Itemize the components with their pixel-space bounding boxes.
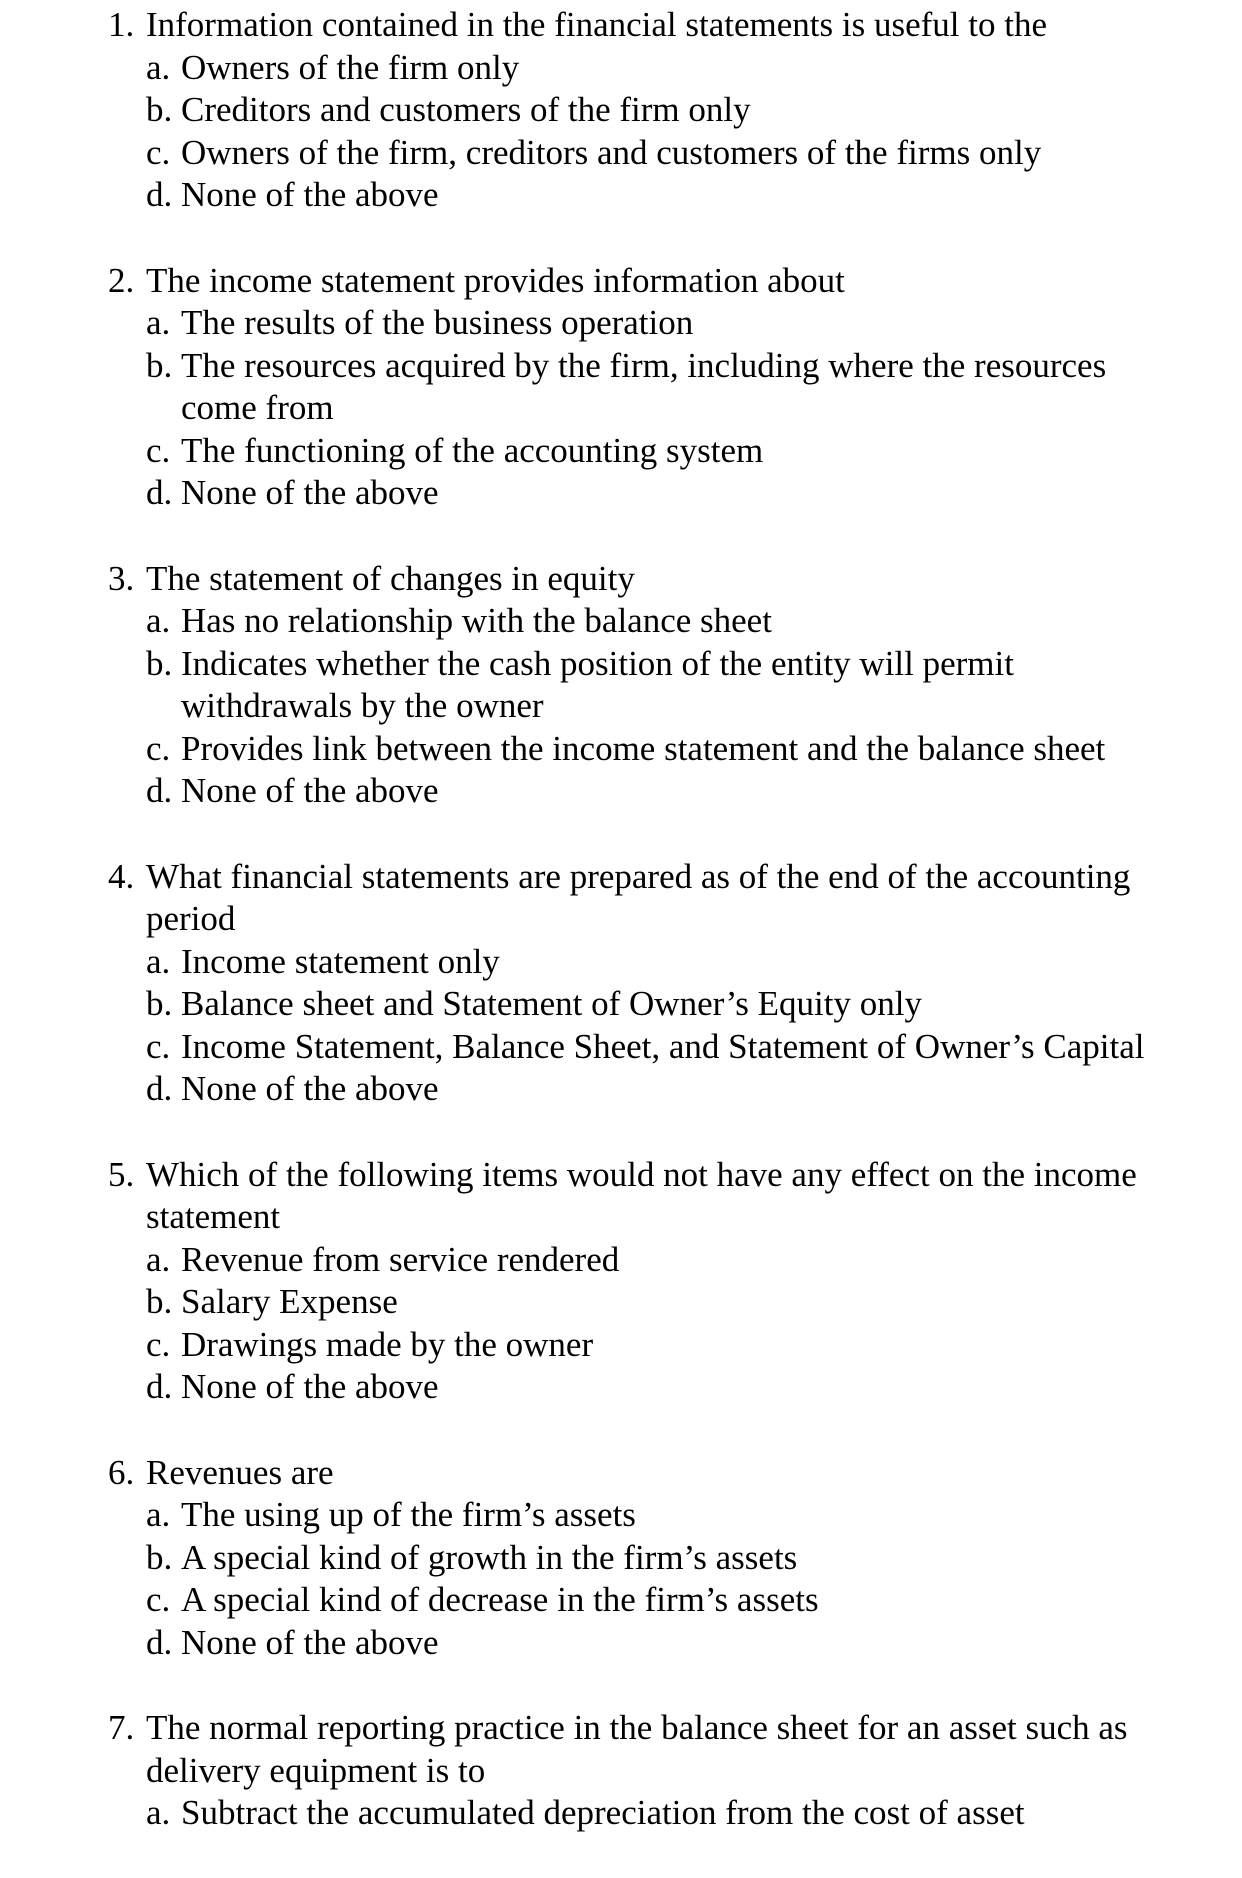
question-text: Which of the following items would not have any effect on the income statement [146, 1154, 1137, 1236]
option-letter: a. [146, 1495, 171, 1534]
question-number: 7. [108, 1708, 135, 1747]
option-list [0, 1494, 1242, 1664]
option-letter: b. [146, 984, 173, 1023]
option-a [0, 1239, 1242, 1282]
option-letter: b. [146, 1537, 173, 1577]
option-letter: c. [146, 1026, 171, 1066]
question-text: What financial statements are prepared as of the end of the accounting period [146, 856, 1131, 938]
option-letter: a. [146, 47, 171, 87]
option-text: Balance sheet and Statement of Owner’s Equity only [181, 984, 922, 1023]
option-letter: d. [146, 1622, 173, 1662]
option-c [0, 728, 1242, 771]
option-list [0, 302, 1242, 515]
question-stem [0, 1154, 1242, 1239]
question-1 [0, 4, 1242, 217]
option-letter: a. [146, 303, 171, 342]
question-number: 5. [108, 1154, 135, 1194]
question-text: The income statement provides information about [146, 260, 845, 300]
question-4 [0, 856, 1242, 1111]
option-text: None of the above [181, 473, 439, 512]
question-number: 4. [108, 856, 135, 896]
option-text: Provides link between the income statement and the balance sheet [181, 728, 1106, 768]
option-text: Income statement only [181, 941, 500, 981]
question-text: Information contained in the financial statements is useful to the [146, 5, 1047, 44]
option-letter: d. [146, 175, 173, 214]
option-c [0, 430, 1242, 473]
question-2 [0, 260, 1242, 515]
option-text: Indicates whether the cash position of the entity will permit withdrawals by the owner [181, 643, 1014, 725]
option-letter: b. [146, 643, 173, 683]
option-letter: a. [146, 1239, 171, 1279]
question-stem [0, 1452, 1242, 1495]
option-a [0, 47, 1242, 90]
question-text: Revenues are [146, 1452, 334, 1492]
option-c [0, 1324, 1242, 1367]
option-d [0, 1068, 1242, 1111]
option-text: A special kind of decrease in the firm’s assets [181, 1580, 819, 1619]
question-3 [0, 558, 1242, 813]
question-number: 1. [108, 5, 135, 44]
option-b [0, 643, 1242, 728]
option-letter: c. [146, 728, 171, 768]
option-d [0, 472, 1242, 515]
option-letter: c. [146, 1324, 171, 1364]
option-text: Salary Expense [181, 1282, 398, 1321]
question-stem [0, 4, 1242, 47]
quiz-document [0, 4, 1242, 1878]
option-d [0, 770, 1242, 813]
option-text: Drawings made by the owner [181, 1324, 594, 1364]
option-text: None of the above [181, 175, 439, 214]
option-letter: a. [146, 1793, 171, 1832]
option-letter: c. [146, 1580, 171, 1619]
question-number: 2. [108, 260, 135, 300]
option-a [0, 1494, 1242, 1537]
option-a [0, 302, 1242, 345]
option-d [0, 1622, 1242, 1665]
question-7 [0, 1707, 1242, 1835]
option-letter: b. [146, 90, 173, 129]
option-d [0, 1366, 1242, 1409]
option-text: A special kind of growth in the firm’s assets [181, 1537, 798, 1577]
option-letter: c. [146, 430, 171, 470]
option-letter: a. [146, 601, 171, 640]
option-text: The results of the business operation [181, 303, 694, 342]
option-a [0, 600, 1242, 643]
option-text: Has no relationship with the balance sheet [181, 601, 772, 640]
option-b [0, 345, 1242, 430]
option-text: Subtract the accumulated depreciation from the cost of asset [181, 1793, 1025, 1832]
option-text: None of the above [181, 1069, 439, 1108]
option-text: Income Statement, Balance Sheet, and Statement of Owner’s Capital [181, 1026, 1145, 1066]
option-text: Owners of the firm only [181, 47, 520, 87]
question-5 [0, 1154, 1242, 1409]
option-letter: b. [146, 1282, 173, 1321]
question-stem [0, 260, 1242, 303]
option-d [0, 174, 1242, 217]
option-c [0, 1579, 1242, 1622]
option-text: Creditors and customers of the firm only [181, 90, 751, 129]
option-letter: c. [146, 132, 171, 172]
option-letter: b. [146, 345, 173, 385]
option-list [0, 600, 1242, 813]
option-text: None of the above [181, 771, 439, 810]
option-letter: d. [146, 1069, 173, 1108]
option-b [0, 1537, 1242, 1580]
option-text: None of the above [181, 1622, 439, 1662]
option-c [0, 1026, 1242, 1069]
question-stem [0, 558, 1242, 601]
question-text: The normal reporting practice in the balance sheet for an asset such as delivery equipment is to [146, 1708, 1128, 1790]
option-text: Owners of the firm, creditors and customers of the firms only [181, 132, 1042, 172]
option-a [0, 941, 1242, 984]
question-text: The statement of changes in equity [146, 558, 635, 598]
option-b [0, 89, 1242, 132]
option-text: The using up of the firm’s assets [181, 1495, 636, 1534]
question-6 [0, 1452, 1242, 1665]
option-a [0, 1792, 1242, 1835]
option-text: The resources acquired by the firm, including where the resources come from [181, 345, 1107, 427]
option-list [0, 1239, 1242, 1409]
option-letter: d. [146, 1367, 173, 1406]
option-b [0, 1281, 1242, 1324]
option-b [0, 983, 1242, 1026]
option-text: Revenue from service rendered [181, 1239, 620, 1279]
option-text: None of the above [181, 1367, 439, 1406]
option-letter: a. [146, 941, 171, 981]
option-list [0, 1792, 1242, 1835]
question-number: 3. [108, 558, 135, 598]
option-letter: d. [146, 771, 173, 810]
question-number: 6. [108, 1452, 135, 1492]
option-text: The functioning of the accounting system [181, 430, 764, 470]
option-letter: d. [146, 473, 173, 512]
question-stem [0, 1707, 1242, 1792]
option-list [0, 941, 1242, 1111]
question-stem [0, 856, 1242, 941]
option-list [0, 47, 1242, 217]
option-c [0, 132, 1242, 175]
